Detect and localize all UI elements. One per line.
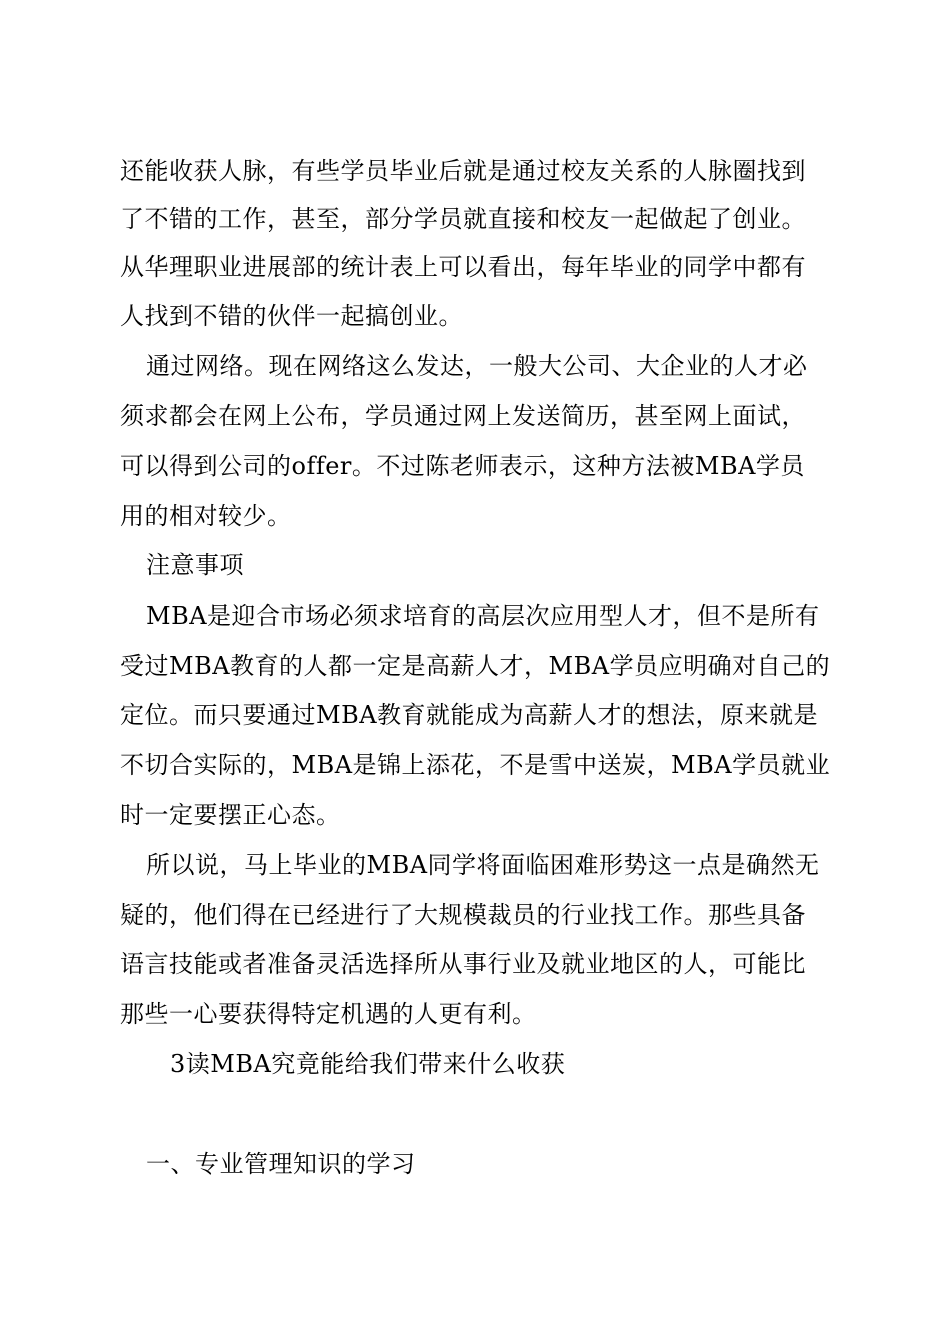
section-title: 3读MBA究竟能给我们带来什么收获 (170, 1050, 566, 1078)
subsection-heading: 一、专业管理知识的学习 (146, 1150, 416, 1178)
text-line: 通过网络。现在网络这么发达，一般大公司、大企业的人才必 (146, 352, 808, 380)
text-line: 时一定要摆正心态。 (120, 801, 341, 829)
text-line: 受过MBA教育的人都一定是高薪人才，MBA学员应明确对自己的 (120, 652, 831, 680)
text-line: 从华理职业进展部的统计表上可以看出，每年毕业的同学中都有 (120, 253, 806, 281)
text-line: 可以得到公司的offer。不过陈老师表示，这种方法被MBA学员 (120, 452, 805, 480)
text-line: 了不错的工作，甚至，部分学员就直接和校友一起做起了创业。 (120, 205, 806, 233)
text-line: 那些一心要获得特定机遇的人更有利。 (120, 1000, 537, 1028)
text-line: 不切合实际的，MBA是锦上添花，不是雪中送炭，MBA学员就业 (120, 751, 831, 779)
text-line: 定位。而只要通过MBA教育就能成为高薪人才的想法，原来就是 (120, 701, 819, 729)
text-line: MBA是迎合市场必须求培育的高层次应用型人才，但不是所有 (146, 602, 820, 630)
section-heading: 注意事项 (146, 551, 244, 579)
text-line: 人找到不错的伙伴一起搞创业。 (120, 302, 463, 330)
text-line: 疑的，他们得在已经进行了大规模裁员的行业找工作。那些具备 (120, 901, 806, 929)
text-line: 语言技能或者准备灵活选择所从事行业及就业地区的人，可能比 (120, 950, 806, 978)
text-line: 所以说，马上毕业的MBA同学将面临困难形势这一点是确然无 (146, 851, 820, 879)
text-line: 用的相对较少。 (120, 502, 292, 530)
text-line: 须求都会在网上公布，学员通过网上发送简历，甚至网上面试， (120, 402, 806, 430)
text-line: 还能收获人脉，有些学员毕业后就是通过校友关系的人脉圈找到 (120, 157, 806, 185)
